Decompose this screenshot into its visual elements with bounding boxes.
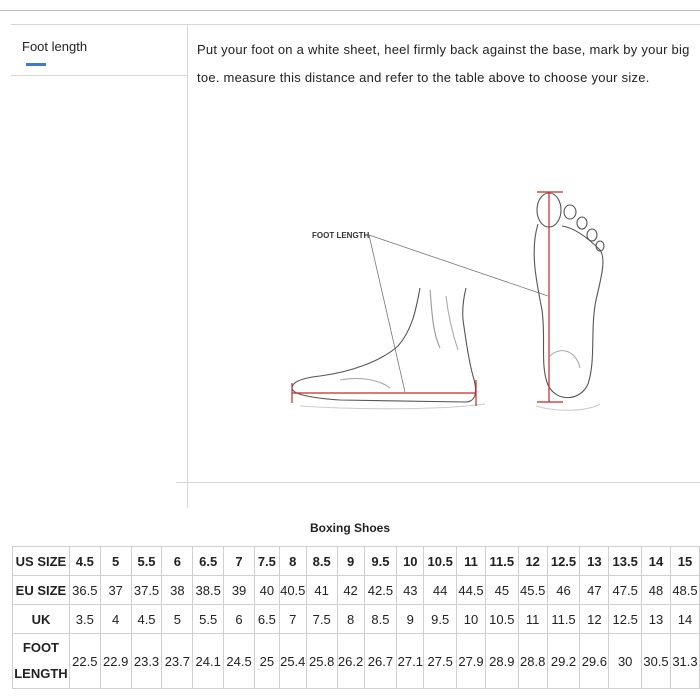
size-cell: 3.5	[69, 605, 100, 634]
size-cell: 28.8	[518, 634, 547, 689]
size-cell: 5	[100, 547, 131, 576]
size-cell: 39	[224, 576, 255, 605]
size-cell: 4.5	[131, 605, 162, 634]
size-cell: 15	[670, 547, 699, 576]
size-cell: 11.5	[547, 605, 580, 634]
size-cell: 45.5	[518, 576, 547, 605]
size-cell: 25	[254, 634, 279, 689]
size-cell: 8.5	[364, 605, 397, 634]
size-cell: 10	[397, 547, 424, 576]
size-cell: 25.8	[306, 634, 337, 689]
size-cell: 8	[279, 547, 306, 576]
size-cell: 5	[162, 605, 193, 634]
row-header	[13, 634, 70, 689]
size-cell: 30.5	[642, 634, 671, 689]
size-cell: 46	[547, 576, 580, 605]
sole-foot-outline	[534, 193, 604, 410]
size-cell: 5.5	[131, 547, 162, 576]
content-left-border	[187, 75, 188, 508]
size-cell: 43	[397, 576, 424, 605]
size-cell: 22.9	[100, 634, 131, 689]
size-cell: 37	[100, 576, 131, 605]
pointer-line-side	[369, 235, 405, 392]
size-cell: 9	[397, 605, 424, 634]
size-cell: 24.1	[193, 634, 224, 689]
size-cell: 6	[162, 547, 193, 576]
size-cell: 7.5	[254, 547, 279, 576]
size-cell: 12	[580, 605, 609, 634]
size-cell: 38	[162, 576, 193, 605]
size-cell: 14	[670, 605, 699, 634]
size-cell: 44.5	[457, 576, 486, 605]
size-cell: 38.5	[193, 576, 224, 605]
size-cell: 4.5	[69, 547, 100, 576]
size-cell: 23.3	[131, 634, 162, 689]
size-cell: 36.5	[69, 576, 100, 605]
size-cell: 41	[306, 576, 337, 605]
row-header-line: LENGTH	[14, 666, 68, 681]
size-cell: 24.5	[224, 634, 255, 689]
foot-length-label: FOOT LENGTH	[312, 231, 370, 240]
size-cell: 40.5	[279, 576, 306, 605]
foot-length-row	[13, 634, 700, 689]
row-header-line: FOOT	[22, 640, 59, 655]
size-cell: 7	[224, 547, 255, 576]
size-cell: 47	[580, 576, 609, 605]
size-cell: 14	[642, 547, 671, 576]
measurement-instructions: Put your foot on a white sheet, heel firmly back against the base, mark by your big toe. measure this distance and refer to the table above to choose your size.	[197, 42, 690, 85]
size-cell: 9	[337, 547, 364, 576]
size-cell: 8.5	[306, 547, 337, 576]
row-header: US SIZE	[13, 547, 70, 576]
size-cell: 48.5	[670, 576, 699, 605]
size-cell: 26.2	[337, 634, 364, 689]
size-cell: 28.9	[485, 634, 518, 689]
us-size-row	[13, 547, 700, 576]
size-cell: 6.5	[193, 547, 224, 576]
size-cell: 23.7	[162, 634, 193, 689]
size-table-title: Boxing Shoes	[309, 521, 390, 535]
size-chart-table	[12, 546, 700, 689]
size-cell: 29.6	[580, 634, 609, 689]
size-cell: 10.5	[424, 547, 457, 576]
size-cell: 45	[485, 576, 518, 605]
size-cell: 40	[254, 576, 279, 605]
tab-label: Foot length	[22, 39, 88, 54]
size-cell: 10.5	[485, 605, 518, 634]
pointer-line-sole	[369, 235, 548, 296]
size-cell: 26.7	[364, 634, 397, 689]
size-cell: 12	[518, 547, 547, 576]
row-header: UK	[13, 605, 70, 634]
size-cell: 27.5	[424, 634, 457, 689]
size-cell: 12.5	[609, 605, 642, 634]
size-cell: 11	[457, 547, 486, 576]
row-header: EU SIZE	[13, 576, 70, 605]
size-cell: 47.5	[609, 576, 642, 605]
size-cell: 29.2	[547, 634, 580, 689]
size-cell: 13.5	[609, 547, 642, 576]
size-cell: 42	[337, 576, 364, 605]
size-cell: 48	[642, 576, 671, 605]
uk-size-row	[13, 605, 700, 634]
size-cell: 44	[424, 576, 457, 605]
size-cell: 27.9	[457, 634, 486, 689]
size-cell: 7.5	[306, 605, 337, 634]
size-cell: 4	[100, 605, 131, 634]
size-cell: 13	[642, 605, 671, 634]
size-cell: 5.5	[193, 605, 224, 634]
size-cell: 6	[224, 605, 255, 634]
size-cell: 12.5	[547, 547, 580, 576]
size-cell: 11.5	[485, 547, 518, 576]
size-cell: 10	[457, 605, 486, 634]
size-cell: 27.1	[397, 634, 424, 689]
size-cell: 6.5	[254, 605, 279, 634]
size-cell: 7	[279, 605, 306, 634]
size-cell: 30	[609, 634, 642, 689]
size-cell: 37.5	[131, 576, 162, 605]
size-cell: 25.4	[279, 634, 306, 689]
size-cell: 9.5	[424, 605, 457, 634]
side-foot-outline	[292, 288, 485, 409]
size-cell: 31.3	[670, 634, 699, 689]
active-tab-indicator	[26, 63, 46, 66]
size-cell: 9.5	[364, 547, 397, 576]
top-divider	[0, 10, 700, 11]
size-cell: 13	[580, 547, 609, 576]
content-bottom-border	[176, 482, 700, 483]
eu-size-row	[13, 576, 700, 605]
size-cell: 22.5	[69, 634, 100, 689]
size-cell: 11	[518, 605, 547, 634]
size-cell: 42.5	[364, 576, 397, 605]
foot-length-diagram	[280, 180, 620, 420]
tab-foot-length[interactable]	[11, 25, 188, 76]
size-cell: 8	[337, 605, 364, 634]
